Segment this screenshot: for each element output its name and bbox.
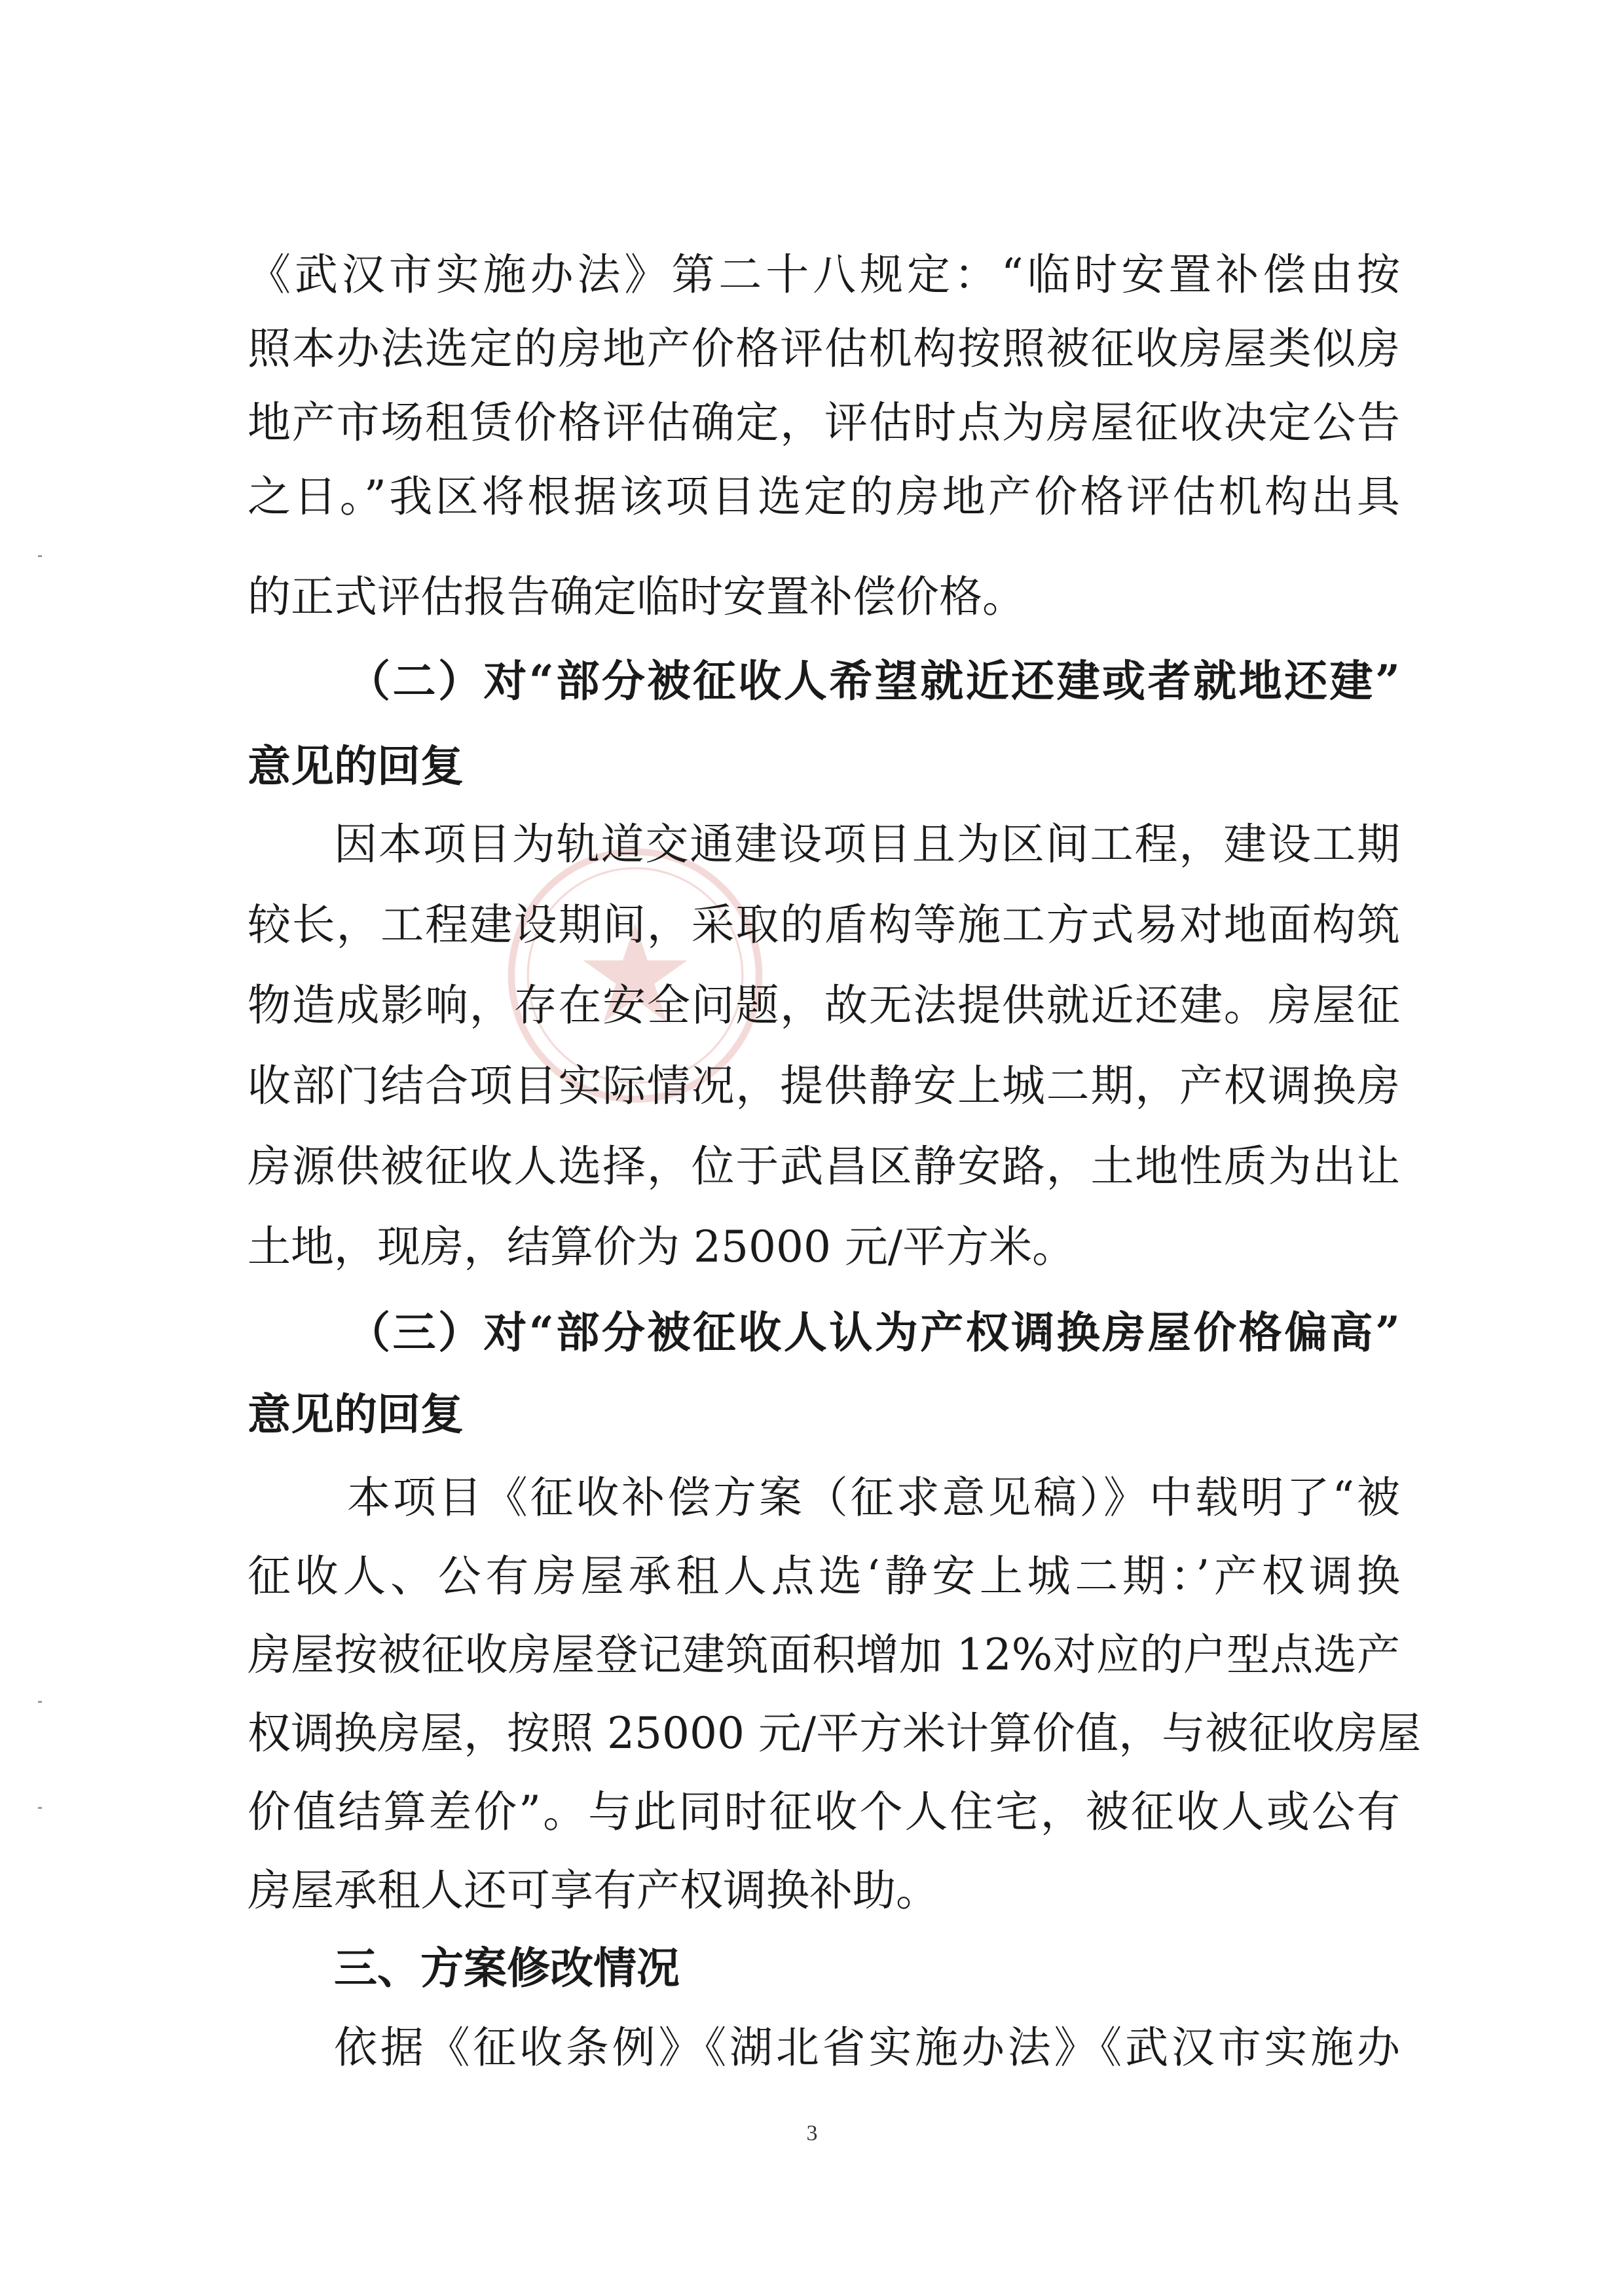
scan-mark (38, 555, 42, 557)
paragraph-3-line-3: 房屋按被征收房屋登记建筑面积增加 12%对应的户型点选产 (248, 1630, 1400, 1680)
paragraph-3-line-4: 权调换房屋，按照 25000 元/平方米计算价值，与被征收房屋 (248, 1708, 1422, 1758)
paragraph-1-line-5: 的正式评估报告确定临时安置补偿价格。 (248, 572, 1025, 622)
scan-mark (38, 1807, 42, 1809)
heading-3-line-2: 意见的回复 (248, 1389, 464, 1440)
paragraph-3-line-2: 征收人、公有房屋承租人点选‘静安上城二期：’产权调换 (248, 1551, 1400, 1601)
scan-mark (38, 1701, 42, 1703)
heading-3-line-1: （三）对“部分被征收人认为产权调换房屋价格偏高” (347, 1307, 1400, 1358)
paragraph-2-line-2: 较长，工程建设期间，采取的盾构等施工方式易对地面构筑 (248, 900, 1400, 950)
page-number: 3 (806, 2121, 818, 2145)
paragraph-2-line-4: 收部门结合项目实际情况，提供静安上城二期，产权调换房 (248, 1061, 1400, 1111)
paragraph-3-line-6: 房屋承租人还可享有产权调换补助。 (248, 1865, 939, 1916)
paragraph-4-line-1: 依据《征收条例》《湖北省实施办法》《武汉市实施办 (334, 2022, 1400, 2073)
paragraph-2-line-1: 因本项目为轨道交通建设项目且为区间工程，建设工期 (334, 819, 1400, 869)
paragraph-2-line-5: 房源供被征收人选择，位于武昌区静安路，土地性质为出让 (248, 1141, 1400, 1192)
paragraph-2-line-6: 土地，现房，结算价为 25000 元/平方米。 (248, 1222, 1076, 1272)
heading-2-line-1: （二）对“部分被征收人希望就近还建或者就地还建” (347, 655, 1400, 706)
section-3-title: 三、方案修改情况 (334, 1942, 680, 1994)
heading-2-line-2: 意见的回复 (248, 740, 464, 792)
paragraph-3-line-1: 本项目《征收补偿方案（征求意见稿）》中载明了“被 (347, 1472, 1400, 1523)
paragraph-1-line-2: 照本办法选定的房地产价格评估机构按照被征收房屋类似房 (248, 323, 1400, 374)
paragraph-1-line-1: 《武汉市实施办法》第二十八规定：“临时安置补偿由按 (248, 249, 1400, 300)
paragraph-3-line-5: 价值结算差价”。与此同时征收个人住宅，被征收人或公有 (248, 1787, 1400, 1837)
paragraph-2-line-3: 物造成影响，存在安全问题，故无法提供就近还建。房屋征 (248, 980, 1400, 1030)
paragraph-1-line-4: 之日。”我区将根据该项目选定的房地产价格评估机构出具 (248, 471, 1400, 522)
paragraph-1-line-3: 地产市场租赁价格评估确定，评估时点为房屋征收决定公告 (248, 397, 1400, 448)
